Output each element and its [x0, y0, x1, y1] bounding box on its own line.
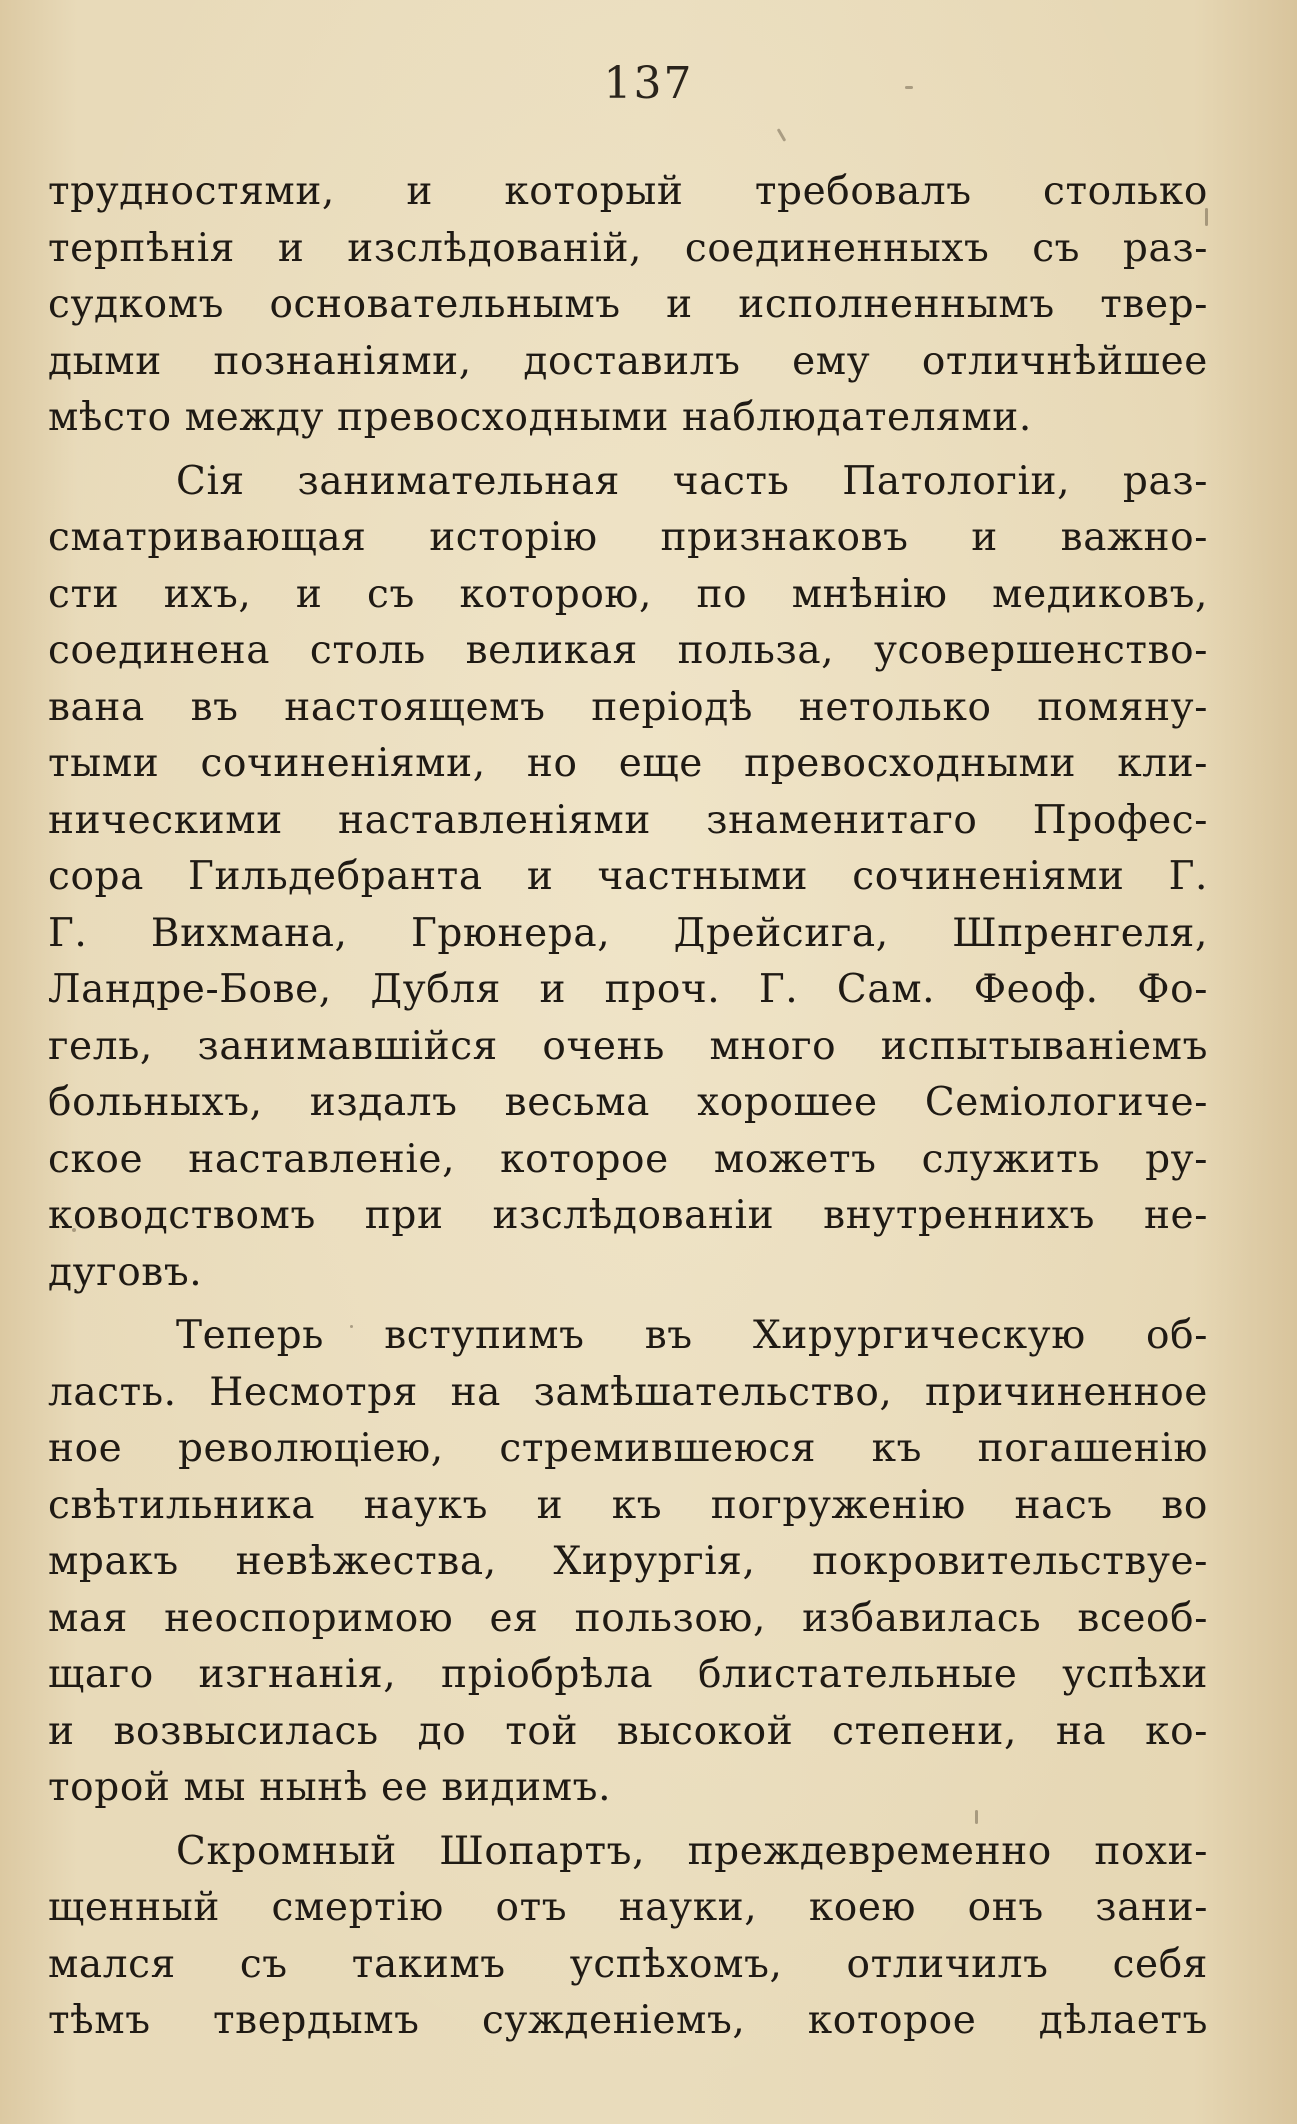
text-line: свѣтильника наукъ и къ погруженію насъ во [48, 1482, 1208, 1528]
text-line: ническими наставленіями знаменитаго Профес- [48, 797, 1208, 843]
ink-speck [777, 128, 787, 142]
text-line: соединена столь великая польза, усовершенство- [48, 628, 1208, 673]
text-line: больныхъ, издалъ весьма хорошее Семіологиче- [48, 1080, 1208, 1125]
text-line: мался съ такимъ успѣхомъ, отличилъ себя [48, 1941, 1208, 1987]
ink-speck [905, 86, 913, 89]
text-line: ское наставленіе, которое можетъ служить ру- [48, 1136, 1208, 1182]
text-line: мѣсто между превосходными наблюдателями. [48, 395, 1032, 440]
text-line: торой мы нынѣ ее видимъ. [48, 1765, 612, 1810]
body-text [48, 164, 1208, 2050]
text-line: щенный смертію отъ науки, коею онъ зани- [48, 1885, 1208, 1930]
ink-speck [350, 1325, 353, 1328]
text-line: судкомъ основательнымъ и исполненнымъ твер- [48, 282, 1208, 327]
text-line: ководствомъ при изслѣдованіи внутреннихъ не- [48, 1193, 1208, 1238]
text-line: мракъ невѣжества, Хирургія, покровительствуе- [48, 1539, 1208, 1584]
text-line: ное революціею, стремившеюся къ погашенію [48, 1426, 1208, 1471]
text-line: тѣмъ твердымъ сужденіемъ, которое дѣлаетъ [48, 1998, 1208, 2043]
paragraph-start-line: Теперь вступимъ въ Хирургическую об- [176, 1313, 1208, 1358]
ink-speck [72, 1228, 76, 1232]
text-line: гель, занимавшійся очень много испытываніемъ [48, 1023, 1208, 1069]
text-line: трудностями, и который требовалъ столько [48, 169, 1208, 214]
text-line: дыми познаніями, доставилъ ему отличнѣйшее [48, 338, 1208, 384]
text-line: тыми сочиненіями, но еще превосходными кли- [48, 741, 1208, 786]
text-line: сматривающая исторію признаковъ и важно- [48, 515, 1208, 560]
text-line: мая неоспоримою ея пользою, избавилась всеоб- [48, 1595, 1208, 1641]
paragraph-start-line: Сія занимательная часть Патологіи, раз- [176, 458, 1208, 504]
text-line: дуговъ. [48, 1249, 203, 1295]
text-line: щаго изгнанія, пріобрѣла блистательные успѣхи [48, 1652, 1208, 1697]
text-line: вана въ настоящемъ періодѣ нетолько помяну- [48, 684, 1208, 730]
text-line: терпѣнія и изслѣдованій, соединенныхъ съ раз- [48, 225, 1208, 271]
ink-speck [1205, 208, 1208, 226]
text-line: и возвысилась до той высокой степени, на ко- [48, 1708, 1208, 1754]
text-line: сти ихъ, и съ которою, по мнѣнію медиковъ, [48, 571, 1208, 617]
text-line: ласть. Несмотря на замѣшательство, причиненное [48, 1369, 1208, 1415]
text-line: Ландре-Бове, Дубля и проч. Г. Сам. Феоф. Фо- [48, 967, 1208, 1012]
ink-speck [975, 1810, 978, 1824]
page-number: 137 [603, 58, 694, 109]
text-line: сора Гильдебранта и частными сочиненіями Г. [48, 854, 1208, 899]
paragraph-start-line: Скромный Шопартъ, преждевременно похи- [176, 1828, 1208, 1874]
text-line: Г. Вихмана, Грюнера, Дрейсига, Шпренгеля, [48, 910, 1208, 956]
